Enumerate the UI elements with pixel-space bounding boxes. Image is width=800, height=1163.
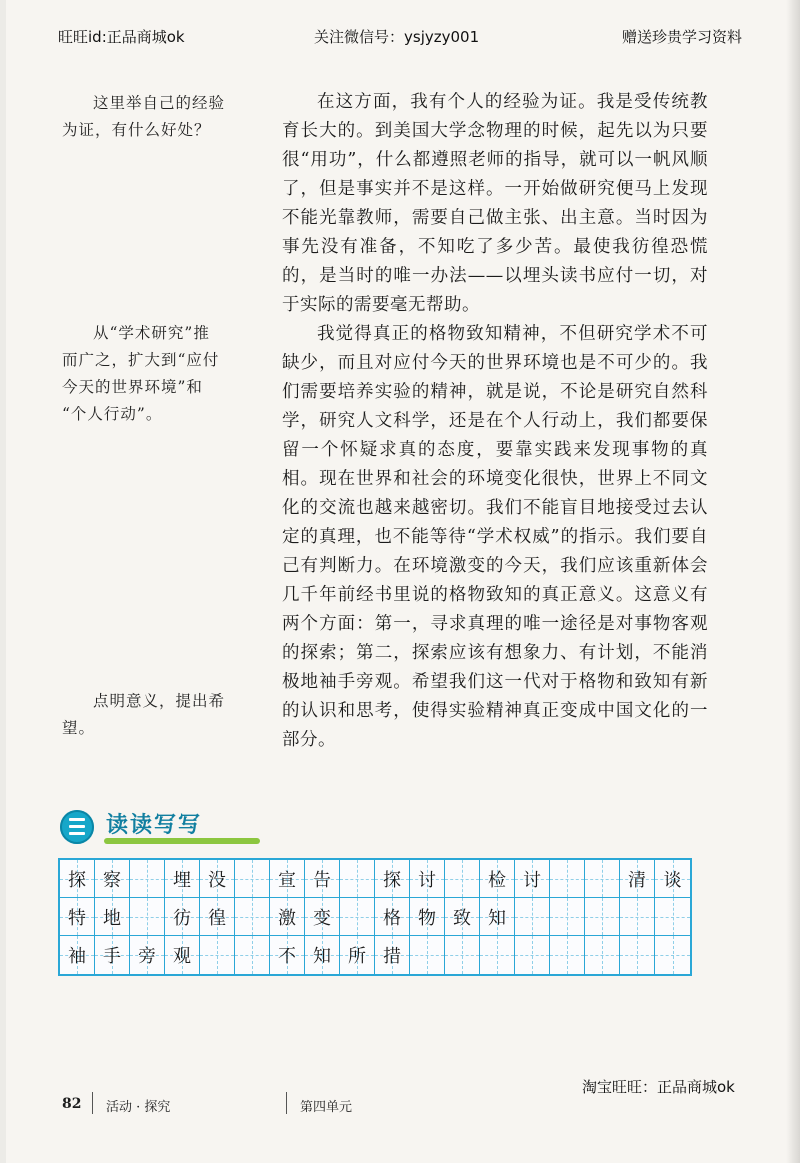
grid-cell (165, 936, 200, 974)
grid-cell (410, 936, 445, 974)
grid-character: 观 (173, 946, 191, 967)
grid-cell (60, 860, 95, 897)
side-note-line: 今天的世界环境”和 (62, 378, 203, 396)
grid-cell (585, 898, 620, 935)
grid-character: 不 (278, 946, 296, 967)
grid-cell (620, 898, 655, 935)
grid-cell (270, 860, 305, 897)
grid-character: 致 (453, 907, 471, 929)
grid-character: 宣 (278, 869, 296, 891)
side-note-line: “个人行动”。 (62, 405, 163, 423)
grid-cell (480, 898, 515, 935)
grid-cell (375, 898, 410, 935)
grid-row (60, 936, 690, 974)
grid-cell (585, 936, 620, 974)
grid-cell (165, 860, 200, 897)
grid-character: 清 (628, 869, 646, 891)
grid-cell (60, 898, 95, 935)
grid-cell (95, 898, 130, 935)
grid-cell (515, 860, 550, 897)
grid-cell (305, 936, 340, 974)
side-note-line: 望。 (62, 719, 96, 737)
grid-cell (515, 898, 550, 935)
grid-cell (340, 860, 375, 897)
section-number-three-icon (60, 810, 94, 844)
page-left-edge (0, 0, 6, 1163)
grid-character: 旁 (138, 946, 156, 967)
grid-cell (200, 860, 235, 897)
grid-cell (305, 860, 340, 897)
section-title: 读读写写 (106, 813, 203, 838)
grid-character: 手 (103, 946, 121, 967)
grid-cell (655, 898, 690, 935)
paragraph-text: 我觉得真正的格物致知精神，不但研究学术不可缺少，而且对应付今天的世界环境也是不可少的。我们需要培养实验的精神，就是说，不论是研究自然科学，研究人文科学，还是在个人行动上，我们都要保留一个怀疑求真的态度，要靠实践来发现事物的真相。现在世界和社会的环境变化很快，世界上不同文化的交流也越来越密切。我们不能盲目地接受过去认定的真理，也不能等待“学术权威”的指示。我们要自己有判断力。在环境激变的今天，我们应该重新体会几千年前经书里说的格物致知的真正意义。这意义有两个方面：第一，寻求真理的唯一途径是对事物客观的探索；第二，探索应该有想象力、有计划，不能消极地袖手旁观。希望我们这一代对于格物和致知有新的认识和思考，使得实验精神真正变成中国文化的一部分。 (282, 324, 708, 750)
grid-cell (445, 860, 480, 897)
grid-cell (445, 936, 480, 974)
main-paragraph-1 (282, 88, 708, 320)
watermark-bar (0, 0, 800, 70)
grid-character: 告 (313, 869, 331, 891)
side-note-line: 为证，有什么好处？ (62, 121, 211, 139)
grid-character: 埋 (173, 869, 191, 891)
side-note-line: 点明意义，提出希 (93, 692, 226, 710)
page-right-edge (786, 0, 800, 1163)
grid-character: 知 (488, 907, 506, 929)
watermark-center: 关注微信号：ysjyzy001 (314, 28, 480, 46)
grid-cell (235, 860, 270, 897)
grid-character: 袖 (68, 946, 86, 967)
grid-character: 所 (348, 946, 366, 967)
grid-cell (60, 936, 95, 974)
grid-cell (585, 860, 620, 897)
character-grid (58, 858, 692, 976)
grid-cell (270, 898, 305, 935)
grid-character: 检 (488, 869, 506, 891)
grid-cell (305, 898, 340, 935)
grid-cell (620, 936, 655, 974)
shop-watermark: 淘宝旺旺：正品商城ok (582, 1078, 735, 1096)
side-note-extension (62, 320, 258, 428)
grid-character: 没 (208, 869, 226, 891)
grid-character: 物 (418, 907, 436, 929)
grid-character: 察 (103, 869, 121, 891)
footer-unit-label: 第四单元 (300, 1100, 353, 1115)
grid-cell (95, 936, 130, 974)
grid-cell (130, 860, 165, 897)
grid-cell (445, 898, 480, 935)
grid-character: 讨 (523, 869, 541, 891)
side-note-experience (62, 90, 258, 144)
grid-character: 谈 (663, 869, 682, 891)
grid-character: 知 (313, 946, 331, 967)
side-note-meaning (62, 688, 258, 742)
grid-character: 彷 (173, 907, 191, 929)
page-number: 82 (62, 1096, 82, 1112)
grid-character: 探 (383, 869, 401, 891)
grid-character: 徨 (208, 907, 226, 929)
grid-cell (95, 860, 130, 897)
grid-character: 变 (313, 907, 331, 929)
grid-cell (515, 936, 550, 974)
grid-cell (480, 936, 515, 974)
grid-cell (340, 898, 375, 935)
grid-character: 措 (383, 946, 401, 967)
watermark-right: 赠送珍贵学习资料 (622, 28, 743, 46)
grid-character: 讨 (418, 869, 436, 891)
grid-cell (375, 936, 410, 974)
footer-section-label: 活动 · 探究 (106, 1100, 171, 1115)
grid-cell (550, 898, 585, 935)
section-title-underline (104, 838, 260, 844)
grid-cell (655, 860, 690, 897)
grid-character: 激 (278, 907, 296, 929)
side-note-line: 这里举自己的经验 (93, 94, 226, 112)
grid-cell (410, 898, 445, 935)
grid-cell (165, 898, 200, 935)
grid-character: 格 (383, 907, 401, 929)
grid-cell (130, 898, 165, 935)
grid-cell (620, 860, 655, 897)
grid-cell (235, 936, 270, 974)
grid-character: 地 (103, 907, 121, 929)
grid-cell (410, 860, 445, 897)
grid-cell (270, 936, 305, 974)
side-note-line: 而广之，扩大到“应付 (62, 351, 220, 369)
footer-divider (92, 1092, 93, 1114)
page-footer (62, 1090, 762, 1130)
grid-character: 特 (68, 907, 86, 929)
grid-cell (340, 936, 375, 974)
grid-cell (200, 936, 235, 974)
side-note-line: 从“学术研究”推 (93, 324, 210, 342)
main-paragraph-2 (282, 320, 708, 755)
grid-cell (200, 898, 235, 935)
grid-row (60, 898, 690, 936)
grid-character: 探 (68, 869, 86, 891)
grid-cell (235, 898, 270, 935)
paragraph-text: 在这方面，我有个人的经验为证。我是受传统教育长大的。到美国大学念物理的时候，起先以为只要很“用功”，什么都遵照老师的指导，就可以一帆风顺了，但是事实并不是这样。一开始做研究便马上发现不能光靠教师，需要自己做主张、出主意。当时因为事先没有准备，不知吃了多少苦。最使我彷徨恐慌的，是当时的唯一办法——以埋头读书应付一切，对于实际的需要毫无帮助。 (282, 92, 708, 315)
grid-cell (480, 860, 515, 897)
grid-row (60, 860, 690, 898)
watermark-left: 旺旺id:正品商城ok (58, 28, 185, 46)
grid-cell (550, 860, 585, 897)
grid-cell (130, 936, 165, 974)
footer-divider (286, 1092, 287, 1114)
grid-cell (550, 936, 585, 974)
grid-cell (375, 860, 410, 897)
grid-cell (655, 936, 690, 974)
